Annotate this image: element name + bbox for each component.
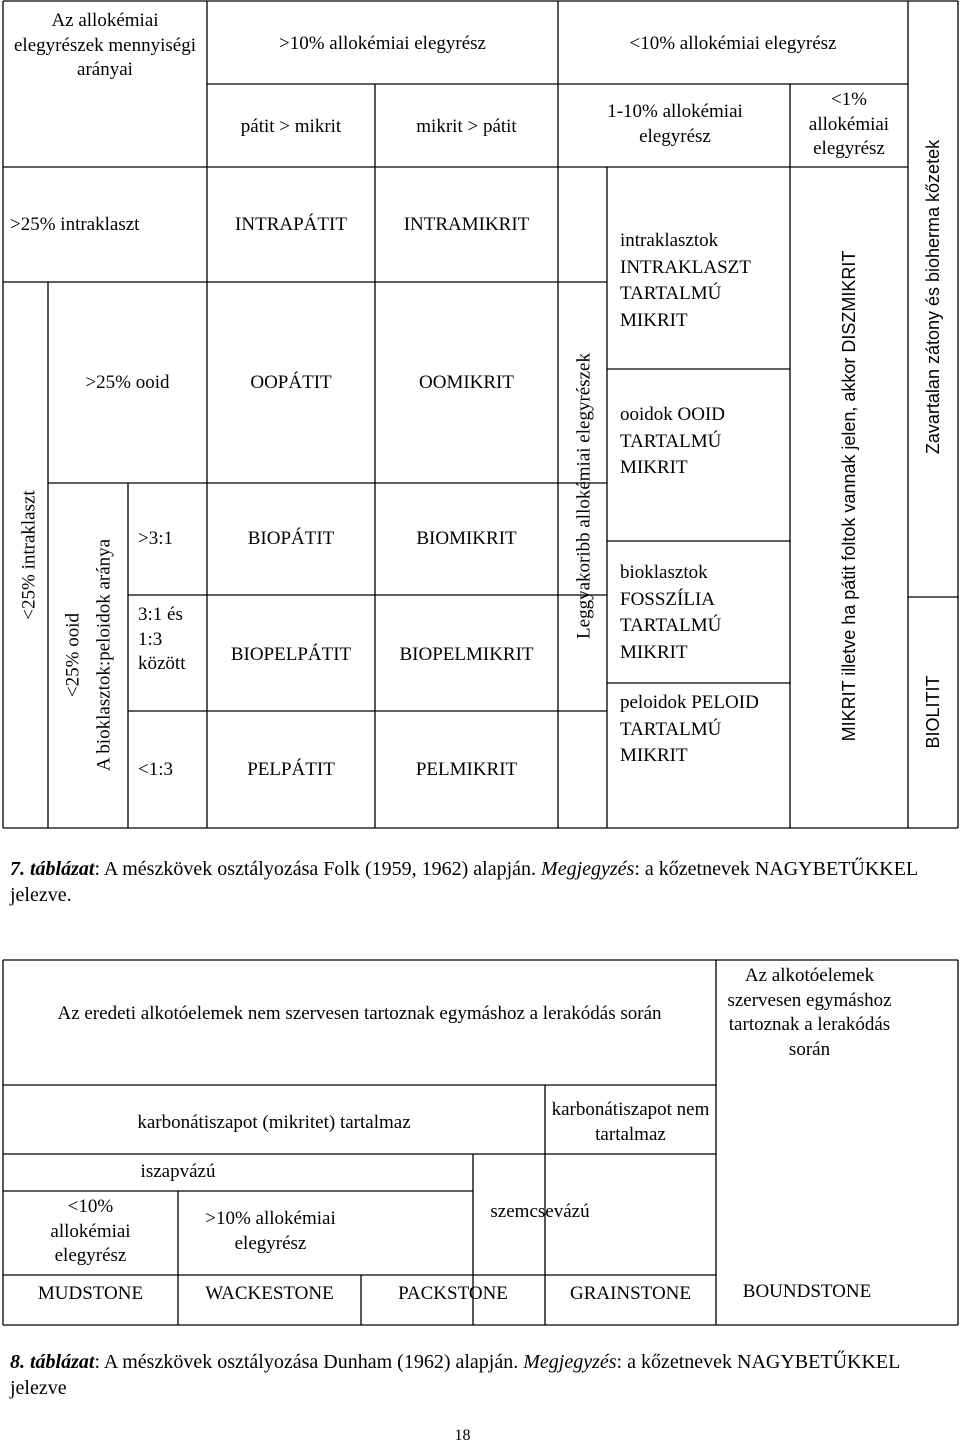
pelsparite: PELPÁTIT <box>247 759 335 780</box>
caption-8-note-text: : a kőzetnevek NAGYBETŰKKEL jelezve <box>10 1351 900 1399</box>
header-gt10: >10% allokémiai elegyrész <box>279 33 486 54</box>
bound-header: Az alkotóelemek szervesen egymáshoz tartoznak a lerakódás során <box>727 965 892 1061</box>
caption-7-text: : A mészkövek osztályozása Folk (1959, 1962) alapján. <box>94 858 542 880</box>
fossil-micrite: bioklasztok FOSSZÍLIA TARTALMÚ MIKRIT <box>620 562 722 663</box>
wackestone: WACKESTONE <box>205 1283 334 1304</box>
row-ooid-gt: >25% ooid <box>85 372 170 393</box>
caption-table-7 <box>10 856 950 908</box>
ooid-micrite: ooidok OOID TARTALMÚ MIKRIT <box>620 404 726 479</box>
header-micrite-gt: mikrit > pátit <box>416 116 517 137</box>
header-lt1: <1% allokémiai elegyrész <box>808 89 890 160</box>
most-common-allochems: Leggyakoribb allokémiai elegyrészek <box>573 353 595 639</box>
intramicrite: INTRAMIKRIT <box>403 214 530 235</box>
grainstone: GRAINSTONE <box>569 1283 692 1304</box>
caption-table-8 <box>10 1349 950 1401</box>
biopelmicrite: BIOPELMIKRIT <box>399 644 534 665</box>
caption-8-note-label: Megjegyzés <box>523 1351 617 1373</box>
biopelsparite: BIOPELPÁTIT <box>230 644 352 665</box>
caption-8-number: 8. táblázat <box>10 1351 95 1373</box>
mud-supported: iszapvázú <box>140 1161 216 1182</box>
pelmicrite: PELMIKRIT <box>415 759 518 780</box>
intraclast-micrite: intraklasztok INTRAKLASZT TARTALMÚ MIKRIT <box>620 230 751 331</box>
ratio-gt31: >3:1 <box>138 528 173 549</box>
intrasparite: INTRAPÁTIT <box>235 214 347 235</box>
undisturbed-reef: Zavartalan zátony és bioherma kőzetek <box>923 139 944 455</box>
oomicrite: OOMIKRIT <box>419 372 514 393</box>
caption-8-text: : A mészkövek osztályozása Dunham (1962) alapján. <box>94 1351 524 1373</box>
header-1-10: 1-10% allokémiai elegyrész <box>607 101 743 147</box>
header-lt10: <10% allokémiai elegyrész <box>629 33 837 54</box>
micrite-dismicrite: MIKRIT illetve ha pátit foltok vannak jelen, akkor DISZMIKRIT <box>839 250 860 742</box>
ratio-mid: 3:1 és 1:3 között <box>138 604 186 675</box>
biosparite: BIOPÁTIT <box>247 528 335 549</box>
row-bio-ratio: A bioklasztok:peloidok aránya <box>93 538 115 772</box>
boundstone: BOUNDSTONE <box>742 1281 872 1302</box>
caption-7-note-text: : a kőzetnevek NAGYBETŰKKEL jelezve. <box>10 858 918 906</box>
caption-7-note-label: Megjegyzés <box>541 858 635 880</box>
header-sparite-gt: pátit > mikrit <box>240 116 342 137</box>
biomicrite: BIOMIKRIT <box>416 528 517 549</box>
row-intra-lt: <25% intraklaszt <box>18 490 40 620</box>
header-ratio: Az allokémiai elegyrészek mennyiségi arányai <box>13 9 196 81</box>
biolithite: BIOLITIT <box>923 675 944 749</box>
grain-supported: szemcsevázú <box>490 1201 590 1222</box>
gt10-allochem: >10% allokémiai elegyrész <box>205 1208 336 1254</box>
contains-mud: karbonátiszapot (mikritet) tartalmaz <box>137 1112 411 1133</box>
ratio-lt13: <1:3 <box>138 759 173 780</box>
page-number: 18 <box>454 1427 471 1444</box>
row-intra-gt: >25% intraklaszt <box>10 214 140 235</box>
not-bound-header: Az eredeti alkotóelemek nem szervesen tartoznak egymáshoz a lerakódás során <box>57 1003 662 1024</box>
oosparite: OOPÁTIT <box>250 372 332 393</box>
peloid-micrite: peloidok PELOID TARTALMÚ MIKRIT <box>620 692 759 767</box>
no-mud: karbonátiszapot nem tartalmaz <box>551 1099 710 1145</box>
row-ooid-lt: <25% ooid <box>62 612 84 698</box>
lt10-allochem: <10% allokémiai elegyrész <box>50 1196 131 1267</box>
packstone: PACKSTONE <box>398 1283 508 1304</box>
mudstone: MUDSTONE <box>37 1283 144 1304</box>
caption-7-number: 7. táblázat <box>10 858 95 880</box>
